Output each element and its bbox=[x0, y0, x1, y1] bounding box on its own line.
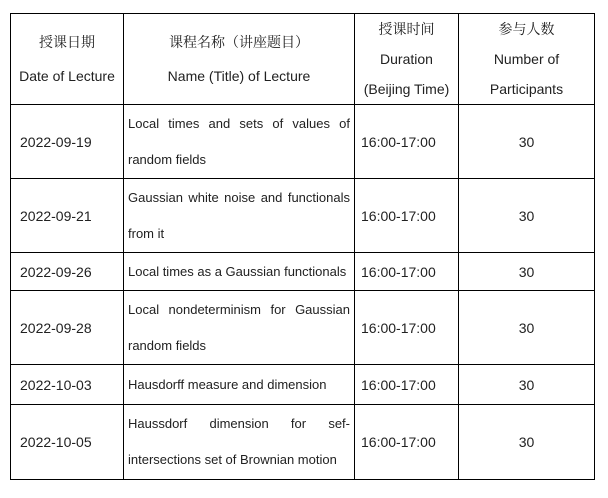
header-lecture-name bbox=[124, 14, 355, 105]
lecture-name-cell bbox=[124, 291, 355, 365]
header-date bbox=[11, 14, 124, 105]
header-lecture-name-zh: 课程名称（讲座题目） bbox=[169, 34, 309, 50]
participants-cell: 30 bbox=[459, 365, 595, 405]
header-time-en1: Duration bbox=[380, 51, 433, 67]
table-row bbox=[11, 365, 595, 405]
lecture-name-cell bbox=[124, 365, 355, 405]
table-row bbox=[11, 179, 595, 253]
header-date-en: Date of Lecture bbox=[19, 68, 115, 84]
table-row bbox=[11, 105, 595, 179]
time-cell: 16:00-17:00 bbox=[355, 105, 459, 179]
participants-cell: 30 bbox=[459, 253, 595, 291]
date-cell: 2022-10-03 bbox=[11, 365, 124, 405]
lecture-name-cell bbox=[124, 105, 355, 179]
lecture-name-cell bbox=[124, 179, 355, 253]
time-cell: 16:00-17:00 bbox=[355, 253, 459, 291]
table-row bbox=[11, 291, 595, 365]
participants-cell: 30 bbox=[459, 405, 595, 480]
header-participants-en2: Participants bbox=[489, 81, 564, 97]
lecture-name-cell bbox=[124, 253, 355, 291]
lecture-name-line: Gaussian white noise and functionals bbox=[128, 189, 350, 205]
header-participants-zh: 参与人数 bbox=[498, 21, 555, 37]
lecture-name-line: from it bbox=[128, 225, 165, 241]
lecture-name-line: Local nondeterminism for Gaussian bbox=[128, 301, 350, 317]
lecture-name-line: intersections set of Brownian motion bbox=[128, 452, 337, 467]
header-date-zh: 授课日期 bbox=[39, 34, 95, 50]
time-cell: 16:00-17:00 bbox=[355, 365, 459, 405]
lecture-schedule-table bbox=[10, 13, 595, 480]
header-lecture-name-en: Name (Title) of Lecture bbox=[167, 68, 311, 84]
lecture-name-line: Haussdorf dimension for sef- bbox=[128, 416, 350, 431]
lecture-name-line: Local times and sets of values of bbox=[128, 115, 350, 131]
header-time-zh: 授课时间 bbox=[378, 21, 435, 37]
lecture-name-line: Local times as a Gaussian functionals bbox=[128, 263, 347, 279]
date-cell: 2022-09-21 bbox=[11, 179, 124, 253]
date-cell: 2022-09-26 bbox=[11, 253, 124, 291]
header-time-en2: (Beijing Time) bbox=[363, 81, 450, 97]
header-participants-en1: Number of bbox=[493, 51, 560, 67]
table-row bbox=[11, 405, 595, 480]
participants-cell: 30 bbox=[459, 105, 595, 179]
table-row bbox=[11, 253, 595, 291]
time-cell: 16:00-17:00 bbox=[355, 405, 459, 480]
date-cell: 2022-09-19 bbox=[11, 105, 124, 179]
time-cell: 16:00-17:00 bbox=[355, 179, 459, 253]
participants-cell: 30 bbox=[459, 291, 595, 365]
header-time bbox=[355, 14, 459, 105]
lecture-name-line: random fields bbox=[128, 337, 207, 353]
date-cell: 2022-09-28 bbox=[11, 291, 124, 365]
lecture-name-cell bbox=[124, 405, 355, 480]
header-participants bbox=[459, 14, 595, 105]
lecture-name-line: Hausdorff measure and dimension bbox=[128, 376, 327, 392]
table-header-row bbox=[11, 14, 595, 105]
participants-cell: 30 bbox=[459, 179, 595, 253]
table-body bbox=[11, 105, 595, 480]
time-cell: 16:00-17:00 bbox=[355, 291, 459, 365]
date-cell: 2022-10-05 bbox=[11, 405, 124, 480]
lecture-name-line: random fields bbox=[128, 151, 207, 167]
